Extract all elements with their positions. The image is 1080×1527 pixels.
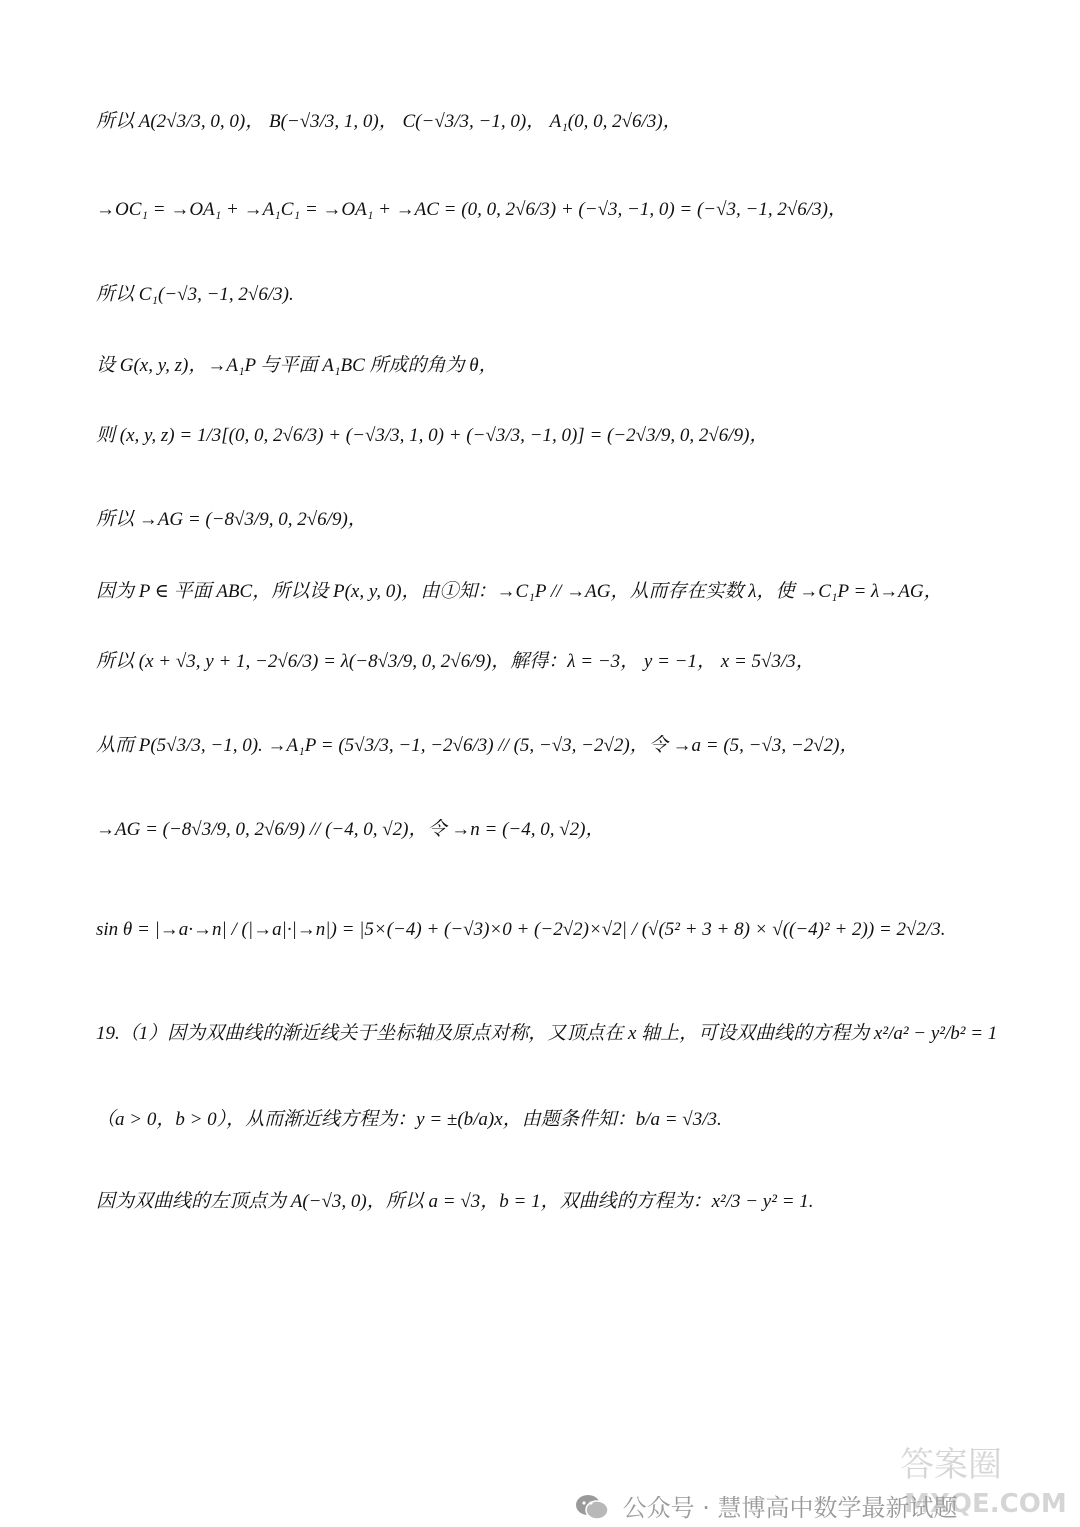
line-asymptote: （a > 0，b > 0），从而渐近线方程为：y = ±(b/a)x，由题条件知：b/a = √3/3.	[96, 1109, 722, 1130]
line-vector-a: 从而 P(5√3/3, −1, 0). →A₁P = (5√3/3, −1, −2√6/3) // (5, −√3, −2√2)，令 →a = (5, −√3, −2√2)，	[96, 735, 859, 756]
line-solve-lambda: 所以 (x + √3, y + 1, −2√6/3) = λ(−8√3/9, 0, 2√6/9)，解得：λ = −3， y = −1， x = 5√3/3，	[96, 651, 815, 672]
line-centroid-g: 则 (x, y, z) = 1/3[(0, 0, 2√6/3) + (−√3/3, 1, 0) + (−√3/3, −1, 0)] = (−2√3/9, 0, 2√6/9)，	[96, 425, 769, 446]
line-coordinates-abc: 所以 A(2√3/3, 0, 0)， B(−√3/3, 1, 0)， C(−√3/3, −1, 0)， A₁(0, 0, 2√6/3)，	[96, 111, 682, 132]
footer-text: 公众号 · 慧博高中数学最新试题	[622, 1494, 958, 1522]
wechat-icon	[575, 1494, 609, 1520]
line-vector-ag: 所以 →AG = (−8√3/9, 0, 2√6/9)，	[96, 509, 367, 530]
line-point-c1: 所以 C₁(−√3, −1, 2√6/3).	[96, 284, 294, 305]
line-sin-theta: sin θ = |→a·→n| / (|→a|·|→n|) = |5×(−4) + (−√3)×0 + (−2√2)×√2| / (√(5² + 3 + 8) × √((−4)² + 2)) = 2√2/3.	[96, 919, 946, 940]
line-vector-n: →AG = (−8√3/9, 0, 2√6/9) // (−4, 0, √2)，令 →n = (−4, 0, √2)，	[96, 819, 605, 840]
line-point-p-setup: 因为 P ∈ 平面 ABC，所以设 P(x, y, 0)，由①知：→C₁P // →AG，从而存在实数 λ，使 →C₁P = λ→AG，	[96, 581, 943, 602]
footer-caption	[575, 1488, 1055, 1523]
line-q19-intro: 19.（1）因为双曲线的渐近线关于坐标轴及原点对称，又顶点在 x 轴上，可设双曲线的方程为 x²/a² − y²/b² = 1	[96, 1023, 998, 1044]
watermark-text-bottom: MXQE.COM	[904, 1489, 1067, 1518]
line-let-g: 设 G(x, y, z)，→A₁P 与平面 A₁BC 所成的角为 θ，	[96, 355, 498, 376]
watermark-text-top: 答案圈	[900, 1445, 1002, 1485]
line-hyperbola-equation: 因为双曲线的左顶点为 A(−√3, 0)，所以 a = √3，b = 1，双曲线的方程为：x²/3 − y² = 1.	[96, 1191, 814, 1212]
line-vector-oc1: →OC₁ = →OA₁ + →A₁C₁ = →OA₁ + →AC = (0, 0, 2√6/3) + (−√3, −1, 0) = (−√3, −1, 2√6/3)，	[96, 199, 847, 220]
